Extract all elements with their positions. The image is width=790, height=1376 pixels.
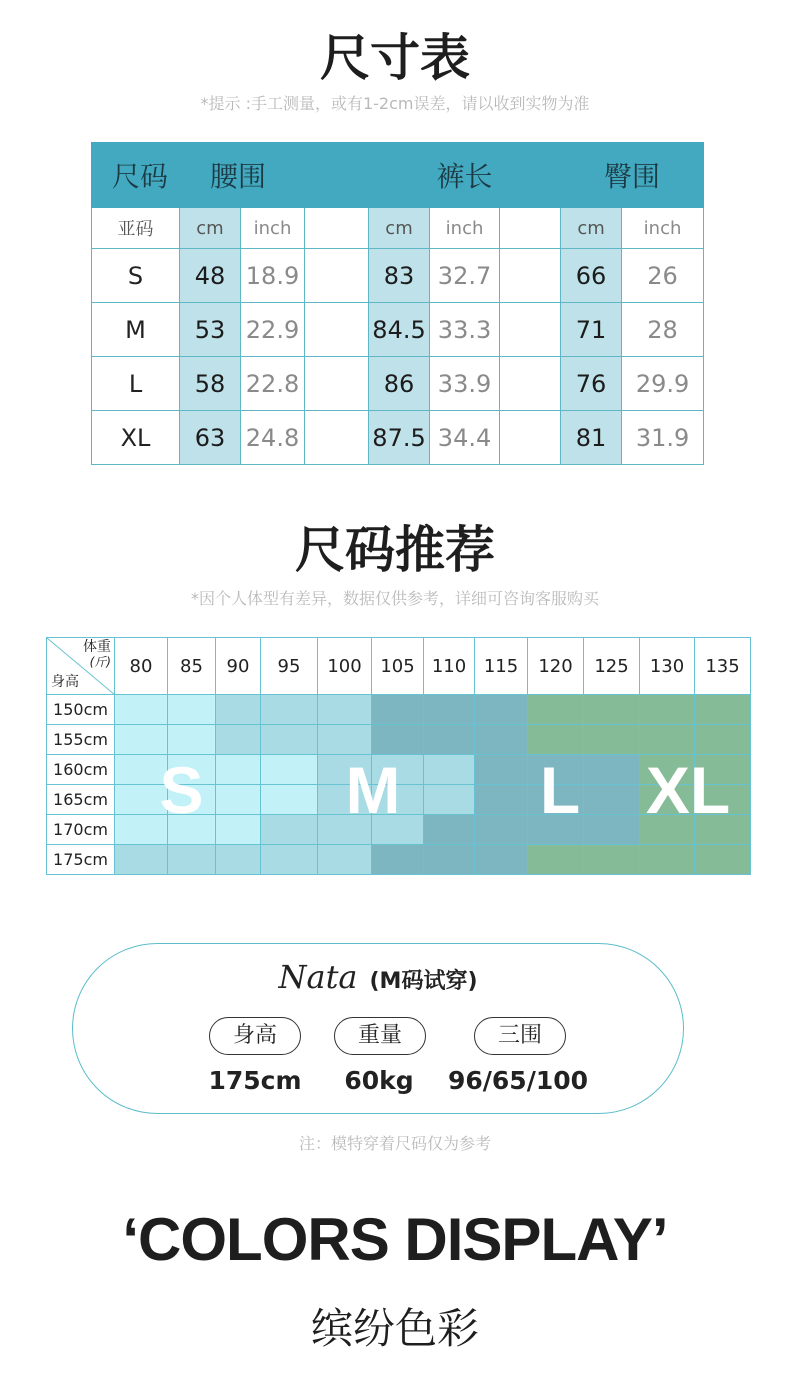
size-zone-cell-xl — [528, 725, 584, 755]
weight-header-cell: 135 — [695, 638, 751, 695]
height-row — [47, 845, 751, 875]
size-zone-cell-l — [372, 695, 424, 725]
weight-header-cell: 95 — [261, 638, 318, 695]
colors-display-title: ‘COLORS DISPLAY’ — [122, 1206, 668, 1273]
length-cm: 86 — [369, 357, 430, 411]
unit-spacer — [500, 208, 561, 249]
size-zone-cell-xl — [695, 725, 751, 755]
size-zone-cell-s — [115, 725, 168, 755]
hip-inch: 26 — [622, 249, 704, 303]
waist-inch: 22.9 — [241, 303, 305, 357]
weight-header-cell: 80 — [115, 638, 168, 695]
size-zone-cell-m — [261, 695, 318, 725]
spacer-cell — [305, 249, 369, 303]
unit-waist-cm: cm — [180, 208, 241, 249]
hip-inch: 28 — [622, 303, 704, 357]
unit-asia-size: 亚码 — [92, 208, 180, 249]
height-pill: 身高 — [209, 1017, 301, 1055]
size-zone-cell-xl — [528, 695, 584, 725]
size-zone-cell-xl — [584, 695, 640, 725]
hip-cm: 76 — [561, 357, 622, 411]
size-zone-cell-m — [168, 845, 216, 875]
size-zone-cell-xl — [584, 845, 640, 875]
waist-inch: 24.8 — [241, 411, 305, 465]
measurements-pill: 三围 — [474, 1017, 566, 1055]
size-row-m — [92, 303, 704, 357]
height-row — [47, 695, 751, 725]
model-name: Nata — [278, 958, 358, 996]
model-heading — [73, 958, 683, 996]
size-zone-cell-s — [261, 785, 318, 815]
zone-label-s: S — [159, 753, 204, 827]
hip-cm: 81 — [561, 411, 622, 465]
size-zone-cell-l — [475, 725, 528, 755]
zone-label-m: M — [345, 753, 401, 827]
size-zone-cell-xl — [695, 695, 751, 725]
size-zone-cell-m — [261, 845, 318, 875]
size-zone-cell-xl — [695, 845, 751, 875]
length-cm: 84.5 — [369, 303, 430, 357]
size-label: M — [92, 303, 180, 357]
corner-weight-label — [83, 640, 111, 671]
height-label-cell: 155cm — [47, 725, 115, 755]
length-cm: 87.5 — [369, 411, 430, 465]
height-label-cell: 160cm — [47, 755, 115, 785]
size-label: L — [92, 357, 180, 411]
size-label: S — [92, 249, 180, 303]
weight-header-cell: 110 — [424, 638, 475, 695]
corner-height-label: 身高 — [51, 674, 79, 690]
unit-length-cm: cm — [369, 208, 430, 249]
header-hip: 臀围 — [561, 143, 704, 208]
spacer-cell — [500, 411, 561, 465]
size-row-xl — [92, 411, 704, 465]
size-zone-cell-l — [424, 815, 475, 845]
height-label-cell: 170cm — [47, 815, 115, 845]
header-length: 裤长 — [369, 143, 561, 208]
waist-inch: 22.8 — [241, 357, 305, 411]
size-zone-cell-m — [318, 725, 372, 755]
size-chart-title: 尺寸表 — [320, 29, 470, 87]
weight-header-cell: 105 — [372, 638, 424, 695]
length-inch: 33.9 — [430, 357, 500, 411]
weight-header-cell: 120 — [528, 638, 584, 695]
size-zone-cell-l — [372, 845, 424, 875]
size-zone-cell-xl — [528, 845, 584, 875]
length-inch: 33.3 — [430, 303, 500, 357]
weight-header-cell: 130 — [640, 638, 695, 695]
size-zone-cell-s — [168, 725, 216, 755]
size-zone-cell-m — [424, 755, 475, 785]
unit-length-inch: inch — [430, 208, 500, 249]
corner-unit-text: (斤) — [89, 655, 111, 670]
size-zone-cell-l — [372, 725, 424, 755]
grid-corner — [47, 638, 115, 695]
size-row-s — [92, 249, 704, 303]
size-zone-cell-l — [424, 845, 475, 875]
model-note: 注：模特穿着尺码仅为参考 — [298, 1134, 491, 1153]
spacer-cell — [500, 357, 561, 411]
measurements-value: 96/65/100 — [447, 1066, 589, 1095]
model-size-tag: (M码试穿) — [369, 969, 478, 994]
size-chart-note: *提示 :手工测量，或有1-2cm误差，请以收到实物为准 — [200, 94, 590, 113]
zone-label-l: L — [539, 753, 581, 827]
size-zone-cell-m — [318, 845, 372, 875]
height-label-cell: 175cm — [47, 845, 115, 875]
hip-cm: 66 — [561, 249, 622, 303]
weight-pill: 重量 — [334, 1017, 426, 1055]
unit-spacer — [305, 208, 369, 249]
recommendation-title: 尺码推荐 — [295, 521, 495, 579]
height-label-cell: 150cm — [47, 695, 115, 725]
unit-waist-inch: inch — [241, 208, 305, 249]
colors-display-subtitle: 缤纷色彩 — [310, 1304, 479, 1353]
size-zone-cell-m — [115, 845, 168, 875]
length-cm: 83 — [369, 249, 430, 303]
size-zone-cell-s — [115, 695, 168, 725]
weight-header-cell: 90 — [216, 638, 261, 695]
size-zone-cell-l — [424, 695, 475, 725]
size-zone-cell-l — [475, 695, 528, 725]
size-table-units — [92, 208, 704, 249]
size-label: XL — [92, 411, 180, 465]
spacer-cell — [305, 357, 369, 411]
size-zone-cell-s — [168, 695, 216, 725]
waist-cm: 58 — [180, 357, 241, 411]
size-zone-cell-m — [216, 725, 261, 755]
spacer-cell — [500, 303, 561, 357]
size-zone-cell-xl — [640, 725, 695, 755]
hip-cm: 71 — [561, 303, 622, 357]
height-row — [47, 725, 751, 755]
length-inch: 32.7 — [430, 249, 500, 303]
size-zone-cell-l — [475, 845, 528, 875]
weight-header-cell: 125 — [584, 638, 640, 695]
hip-inch: 29.9 — [622, 357, 704, 411]
height-label-cell: 165cm — [47, 785, 115, 815]
size-zone-cell-m — [261, 815, 318, 845]
size-row-l — [92, 357, 704, 411]
unit-hip-cm: cm — [561, 208, 622, 249]
size-zone-cell-m — [424, 785, 475, 815]
length-inch: 34.4 — [430, 411, 500, 465]
height-value: 175cm — [208, 1066, 302, 1095]
corner-weight-text: 体重 — [83, 639, 111, 655]
size-zone-cell-m — [318, 695, 372, 725]
waist-inch: 18.9 — [241, 249, 305, 303]
header-size: 尺码 — [92, 143, 180, 208]
zone-label-xl: XL — [645, 753, 731, 827]
hip-inch: 31.9 — [622, 411, 704, 465]
size-zone-cell-xl — [584, 725, 640, 755]
size-zone-cell-xl — [640, 845, 695, 875]
weight-header-cell: 85 — [168, 638, 216, 695]
size-zone-cell-s — [261, 755, 318, 785]
size-zone-cell-m — [216, 695, 261, 725]
size-table — [91, 142, 704, 465]
spacer-cell — [500, 249, 561, 303]
weight-value: 60kg — [344, 1066, 414, 1095]
size-zone-cell-xl — [640, 695, 695, 725]
waist-cm: 53 — [180, 303, 241, 357]
model-card — [72, 943, 684, 1114]
recommendation-note: *因个人体型有差异，数据仅供参考，详细可咨询客服购买 — [190, 589, 599, 608]
size-zone-cell-m — [261, 725, 318, 755]
spacer-cell — [305, 411, 369, 465]
weight-header-cell: 115 — [475, 638, 528, 695]
header-waist: 腰围 — [180, 143, 369, 208]
unit-hip-inch: inch — [622, 208, 704, 249]
size-table-header — [92, 143, 704, 208]
size-zone-cell-l — [424, 725, 475, 755]
waist-cm: 63 — [180, 411, 241, 465]
weight-header-cell: 100 — [318, 638, 372, 695]
weight-header-row — [47, 638, 751, 695]
waist-cm: 48 — [180, 249, 241, 303]
size-zone-cell-m — [216, 845, 261, 875]
spacer-cell — [305, 303, 369, 357]
